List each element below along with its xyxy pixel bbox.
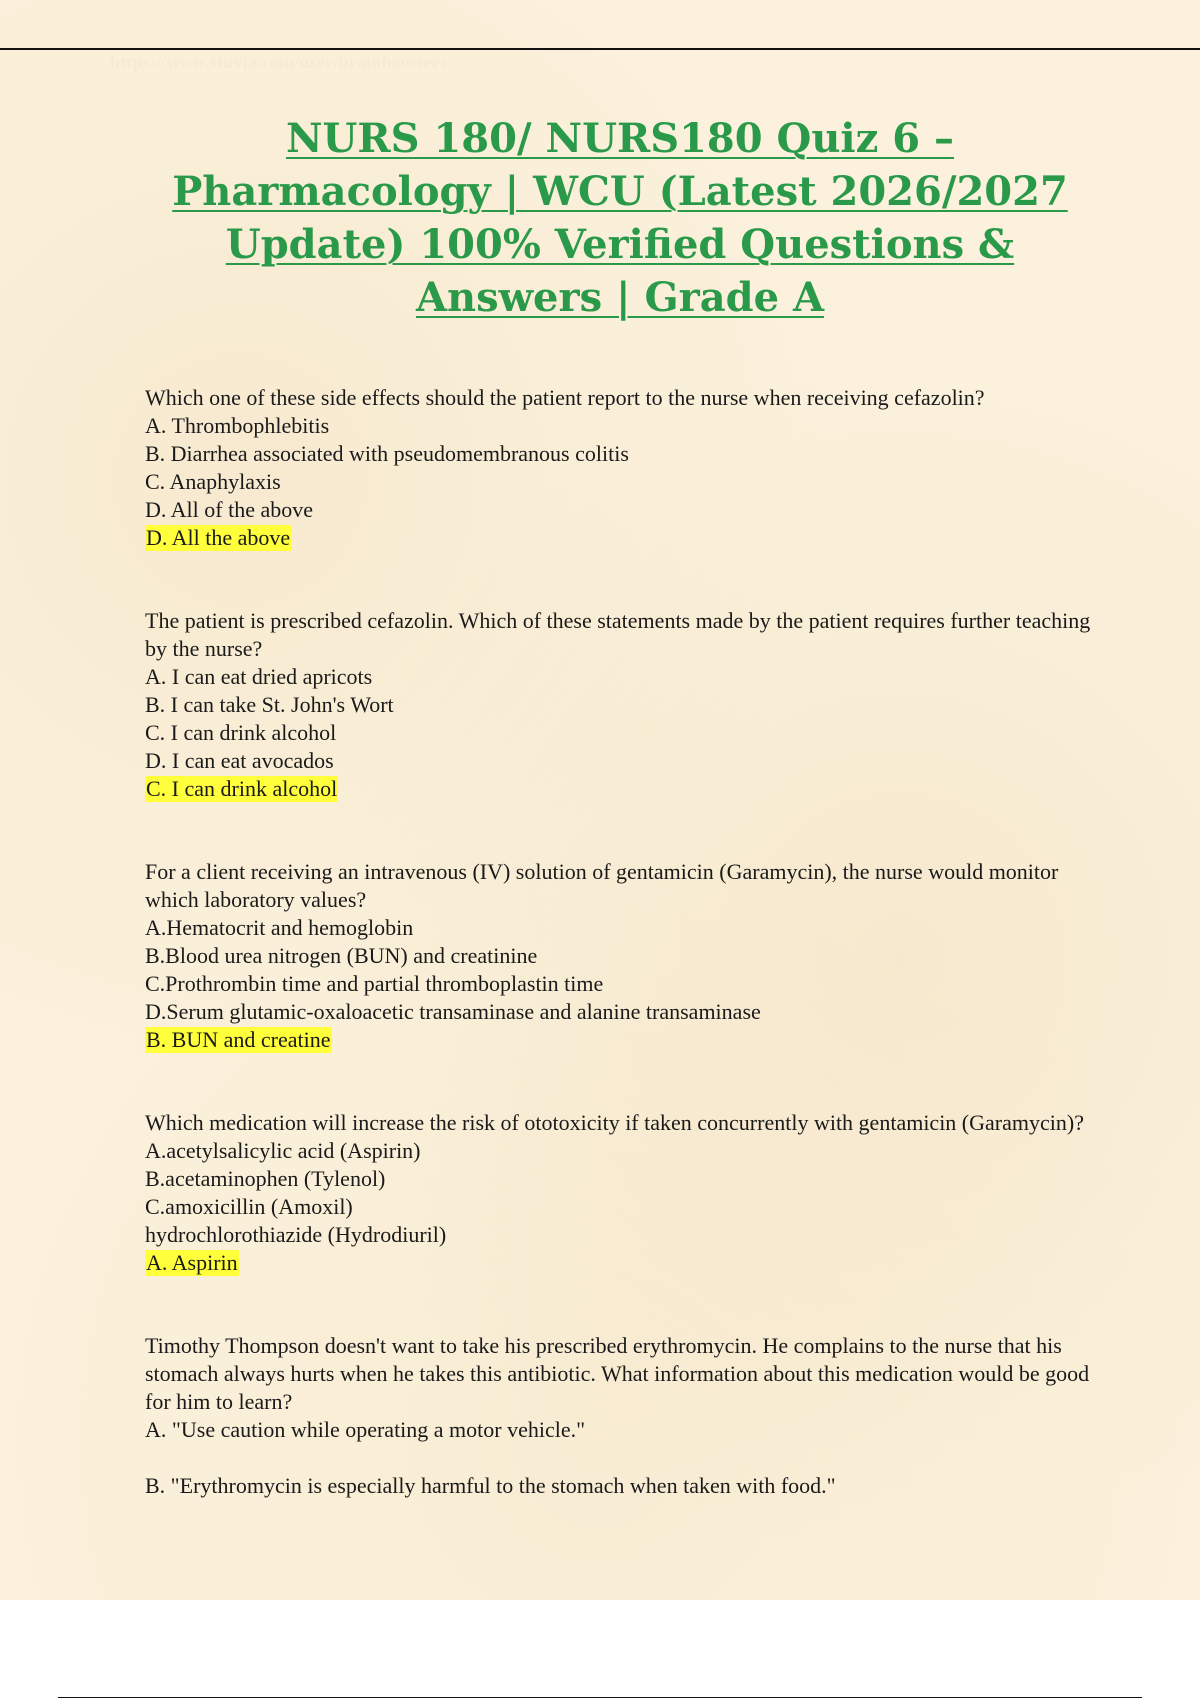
question-text: Which one of these side effects should the patient report to the nurse when receiving cefazolin? [145, 385, 985, 410]
option: A. I can eat dried apricots [145, 664, 373, 689]
document-title-text: NURS 180/ NURS180 Quiz 6 – Pharmacology | WCU (Latest 2026/2027 Update) 100% Verified Questions & Answers | Grade A [172, 115, 1068, 321]
option: D. I can eat avocados [145, 748, 334, 773]
highlighted-answer: B. BUN and creatine [146, 1027, 331, 1052]
option: C. I can drink alcohol [145, 720, 337, 745]
question-5 [145, 1332, 1105, 1500]
option: hydrochlorothiazide (Hydrodiuril) [145, 1222, 447, 1247]
option: B. "Erythromycin is especially harmful to the stomach when taken with food." [145, 1473, 836, 1498]
watermark: https://www.stuvia.com/user/brainboosters [110, 52, 448, 72]
question-text: Which medication will increase the risk of ototoxicity if taken concurrently with gentamicin (Garamycin)? [145, 1110, 1084, 1135]
option: A. "Use caution while operating a motor vehicle." [145, 1417, 586, 1442]
option: C.Prothrombin time and partial thromboplastin time [145, 971, 604, 996]
option: C. Anaphylaxis [145, 469, 281, 494]
question-3 [145, 858, 1105, 1054]
question-text: The patient is prescribed cefazolin. Which of these statements made by the patient requires further teaching by the nurse? [145, 608, 1091, 661]
highlighted-answer: D. All the above [146, 525, 291, 550]
header-rule [0, 48, 1200, 50]
highlighted-answer: C. I can drink alcohol [146, 776, 338, 801]
footer-rule [58, 1697, 1142, 1698]
spacer [145, 1444, 1105, 1472]
questions-list [145, 384, 1105, 1555]
question-1 [145, 384, 1105, 552]
option: B. I can take St. John's Wort [145, 692, 394, 717]
question-text: For a client receiving an intravenous (IV) solution of gentamicin (Garamycin), the nurse would monitor which laboratory values? [145, 859, 1059, 912]
option: C.amoxicillin (Amoxil) [145, 1194, 353, 1219]
option: B.acetaminophen (Tylenol) [145, 1166, 386, 1191]
option: D.Serum glutamic-oxaloacetic transaminase and alanine transaminase [145, 999, 761, 1024]
option: B.Blood urea nitrogen (BUN) and creatinine [145, 943, 538, 968]
option: A.Hematocrit and hemoglobin [145, 915, 414, 940]
option: A. Thrombophlebitis [145, 413, 330, 438]
question-2 [145, 607, 1105, 803]
document-title [140, 112, 1100, 324]
option: A.acetylsalicylic acid (Aspirin) [145, 1138, 421, 1163]
option: B. Diarrhea associated with pseudomembranous colitis [145, 441, 629, 466]
question-text: Timothy Thompson doesn't want to take his prescribed erythromycin. He complains to the nurse that his stomach always hurts when he takes this antibiotic. What information about this medication would be good for him to learn? [145, 1333, 1090, 1414]
option: D. All of the above [145, 497, 314, 522]
question-4 [145, 1109, 1105, 1277]
highlighted-answer: A. Aspirin [146, 1250, 238, 1275]
